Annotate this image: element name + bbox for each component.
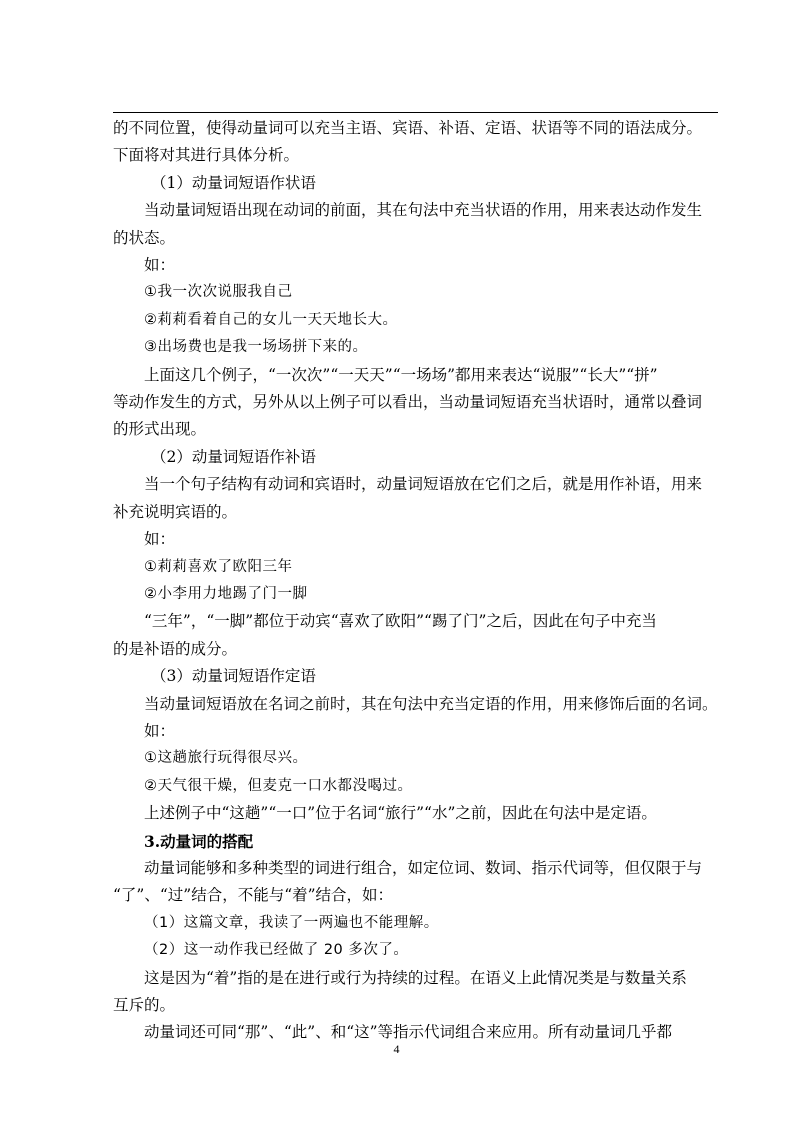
text-line: 当一个句子结构有动词和宾语时，动量词短语放在它们之后，就是用作补语，用来 (144, 475, 703, 494)
text-line: ②莉莉看着自己的女儿一天天地长大。 (144, 311, 398, 328)
text-line: 如： (144, 530, 176, 549)
text-line: ①这趟旅行玩得很尽兴。 (144, 750, 308, 767)
text-line: 这是因为“着”指的是在进行或行为持续的过程。在语义上此情况类是与数量关系 (144, 968, 687, 987)
text-line: 互斥的。 (113, 996, 176, 1014)
text-line: “三年”，“一脚”都位于动宾“喜欢了欧阳”“踢了门”之后，因此在句子中充当 (144, 612, 657, 631)
text-line: ②天气很干燥，但麦克一口水都没喝过。 (144, 777, 413, 794)
text-line: ③出场费也是我一场场拼下来的。 (144, 339, 368, 356)
text-line: 如： (144, 721, 176, 740)
text-line: ①我一次次说服我自己 (144, 284, 293, 301)
text-line: 等动作发生的方式，另外从以上例子可以看出，当动量词短语充当状语时，通常以叠词 (113, 393, 703, 412)
page-number: 4 (393, 1042, 400, 1056)
text-line: 上述例子中“这趟”“一口”位于名词“旅行”“水”之前，因此在句法中是定语。 (144, 804, 657, 823)
text-line: 下面将对其进行具体分析。 (113, 146, 300, 165)
text-line: 补充说明宾语的。 (113, 502, 238, 521)
text-line: 动量词还可同“那”、“此”、和“这”等指示代词组合来应用。所有动量词几乎都 (144, 1023, 673, 1042)
text-line: （2）动量词短语作补语 (151, 447, 316, 466)
text-line: 动量词能够和多种类型的词进行组合，如定位词、数词、指示代词等，但仅限于与 (144, 858, 703, 877)
text-line: 如： (144, 256, 176, 275)
text-line: ①莉莉喜欢了欧阳三年 (144, 558, 293, 575)
text-line: 3.动量词的搭配 (144, 831, 254, 851)
text-line: （3）动量词短语作定语 (151, 667, 316, 686)
text-line: ②小李用力地踢了门一脚 (144, 585, 308, 602)
text-line: 的是补语的成分。 (113, 639, 238, 658)
text-line: “了”、“过”结合，不能与“着”结合，如： (113, 886, 394, 905)
text-line: 的状态。 (113, 228, 176, 247)
text-line: 的形式出现。 (113, 420, 207, 439)
body-text (113, 115, 718, 1047)
text-line: 上面这几个例子，“一次次”“一天天”“一场场”都用来表达“说服”“长大”“拼” (144, 365, 658, 384)
text-line: （2）这一动作我已经做了 20 多次了。 (144, 942, 409, 959)
text-line: 的不同位置，使得动量词可以充当主语、宾语、补语、定语、状语等不同的语法成分。 (113, 119, 703, 137)
text-line: （1）动量词短语作状语 (151, 173, 316, 192)
text-line: 当动量词短语出现在动词的前面，其在句法中充当状语的作用，用来表达动作发生 (144, 201, 703, 220)
text-line: （1）这篇文章，我读了一两遍也不能理解。 (144, 914, 439, 931)
text-line: 当动量词短语放在名词之前时，其在句法中充当定语的作用，用来修饰后面的名词。 (144, 694, 718, 713)
header-rule (113, 112, 718, 113)
